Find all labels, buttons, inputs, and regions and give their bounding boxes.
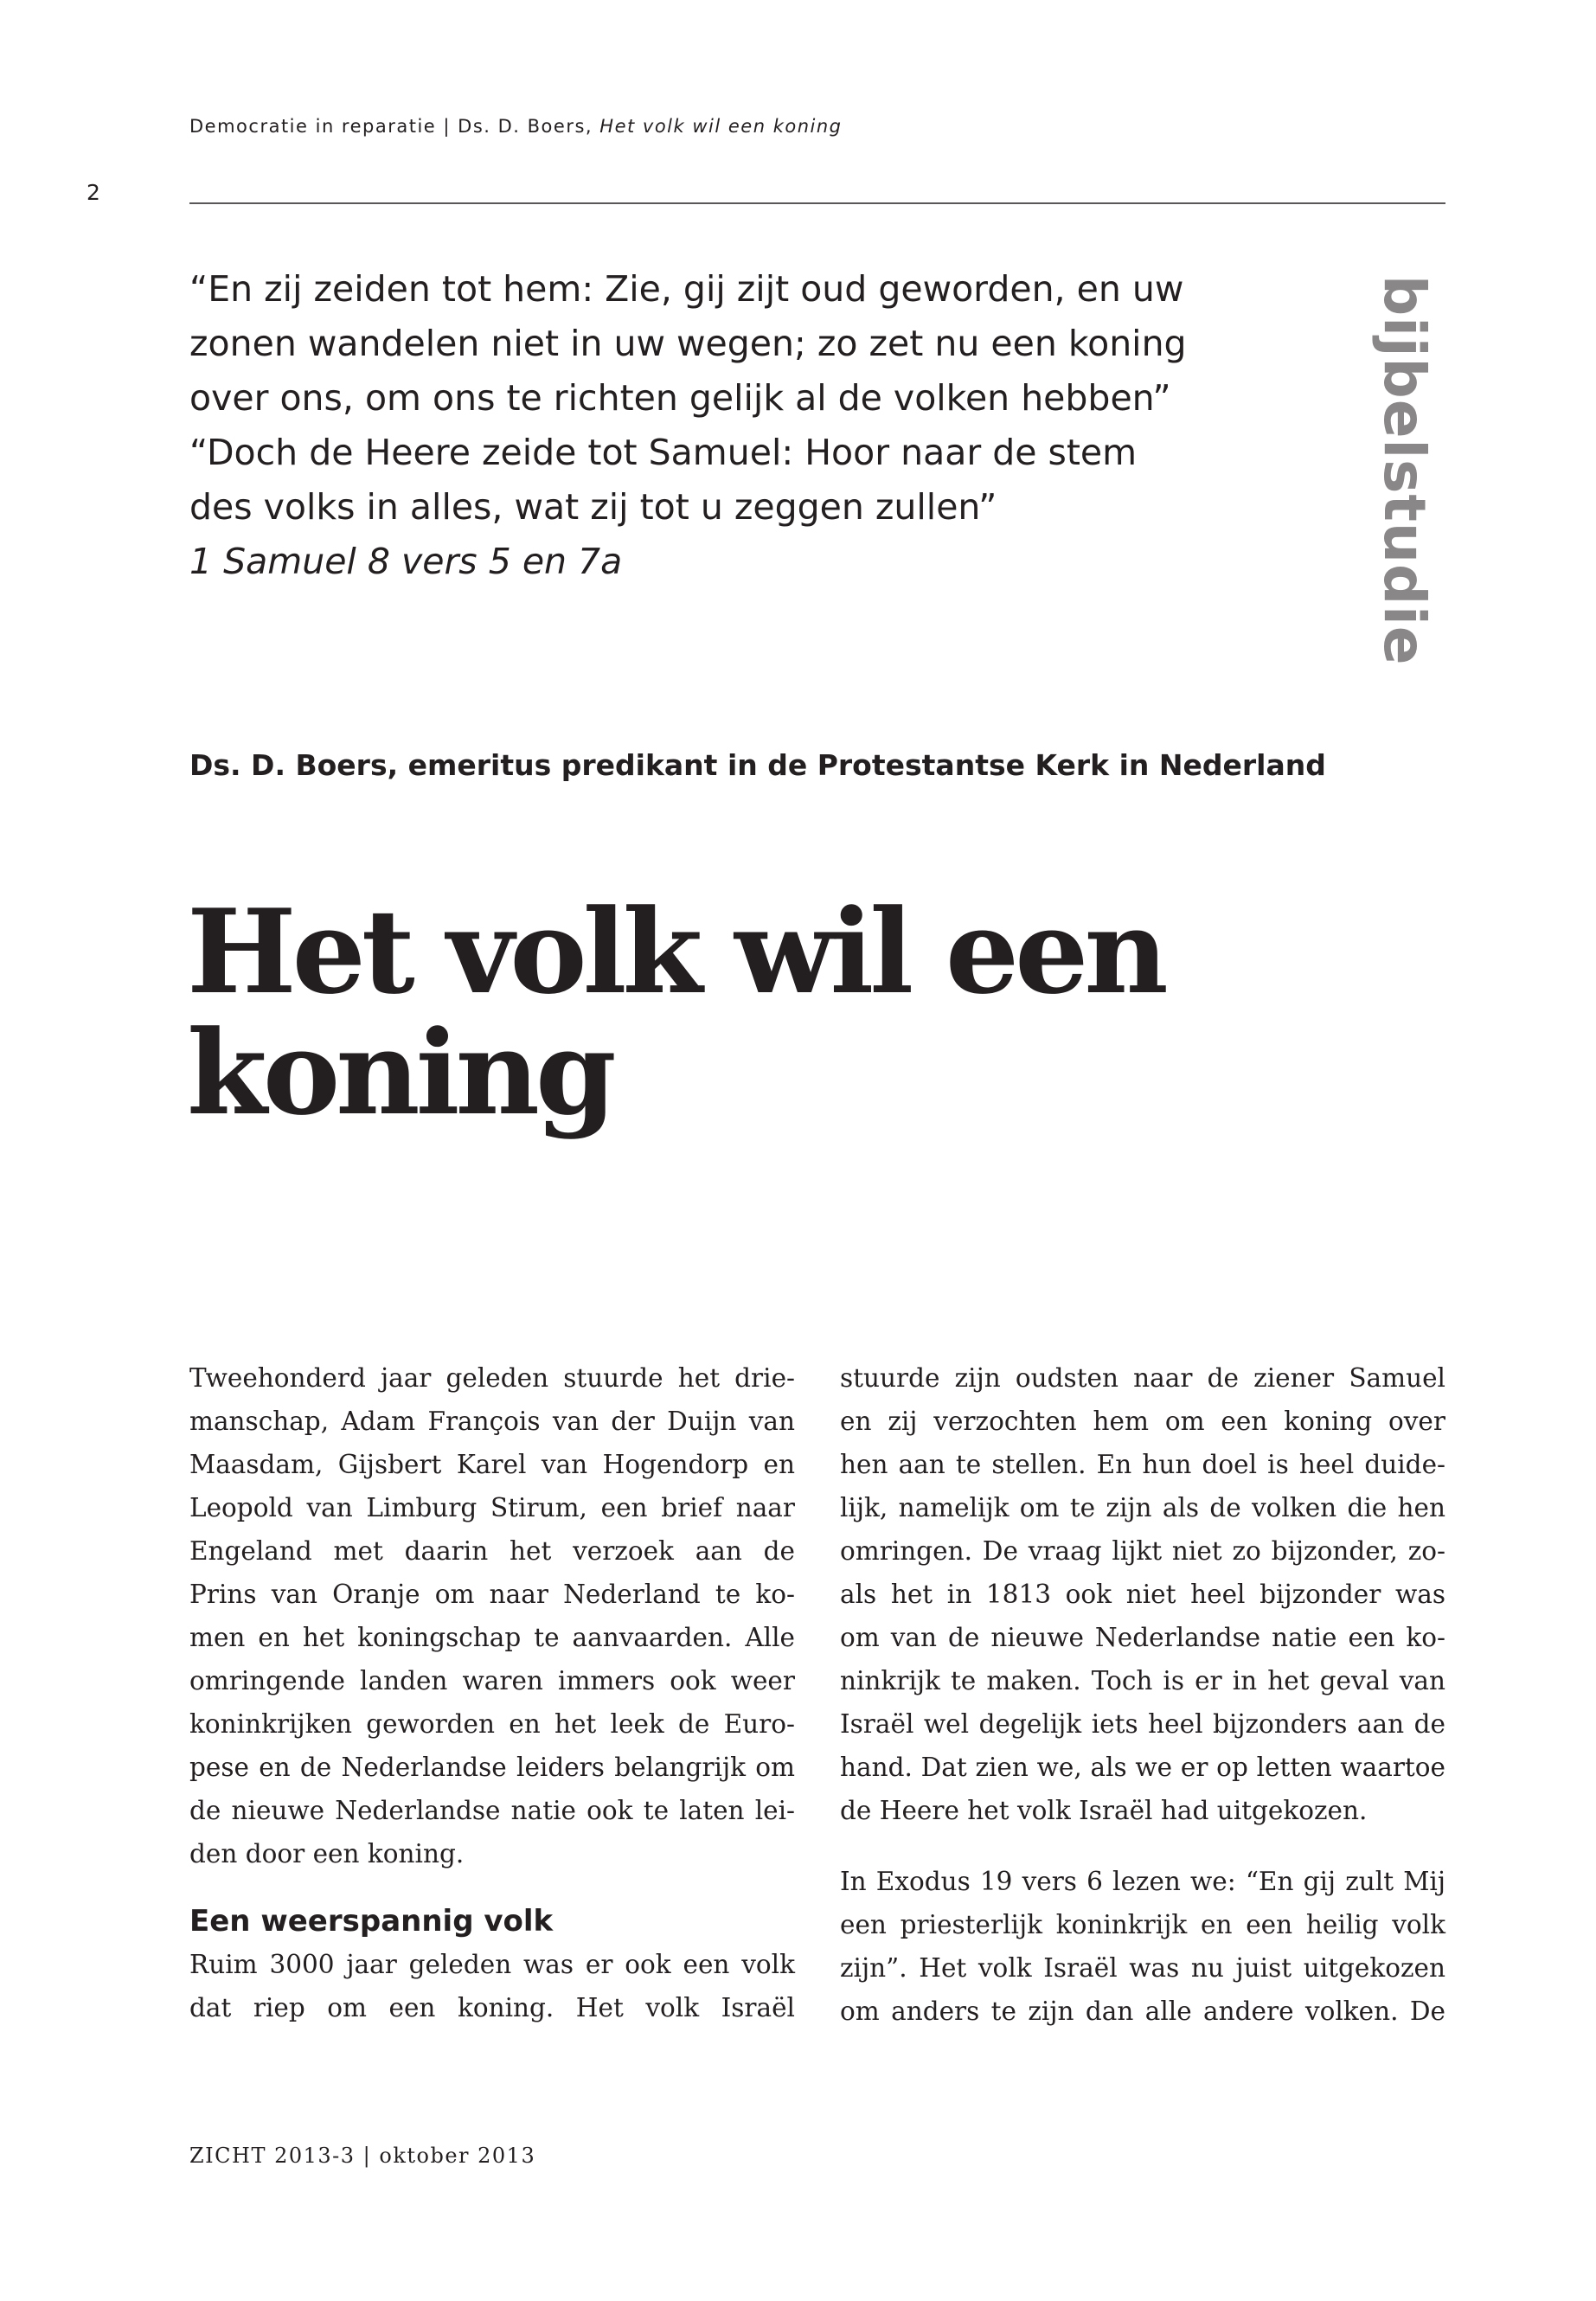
epigraph-line: des volks in alles, wat zij tot u zeggen zullen” xyxy=(189,486,997,528)
title-line: Het volk wil een xyxy=(187,883,1164,1020)
text-line: Leopold van Limburg Stirum, een brief naar xyxy=(189,1493,795,1522)
header-separator: | xyxy=(443,116,451,137)
page-number: 2 xyxy=(87,180,100,205)
text-line: als het in 1813 ook niet heel bijzonder was xyxy=(840,1580,1445,1609)
text-line: pese en de Nederlandse leiders belangrijk om xyxy=(189,1753,795,1782)
text-line: hen aan te stellen. En hun doel is heel duide- xyxy=(840,1450,1445,1479)
text-line: lijk, namelijk om te zijn als de volken die hen xyxy=(840,1493,1445,1522)
running-header xyxy=(189,116,843,137)
page-footer: ZICHT 2013-3 | oktober 2013 xyxy=(189,2144,536,2168)
text-line: manschap, Adam François van der Duijn van xyxy=(189,1407,795,1436)
author-byline: Ds. D. Boers, emeritus predikant in de Protestantse Kerk in Nederland xyxy=(189,748,1326,782)
text-line: In Exodus 19 vers 6 lezen we: “En gij zult Mij xyxy=(840,1867,1445,1896)
header-author: Ds. D. Boers, xyxy=(458,116,593,137)
text-line: Engeland met daarin het verzoek aan de xyxy=(189,1536,795,1566)
section-label: bijbelstudie xyxy=(1371,275,1438,666)
paragraph-exodus xyxy=(840,1860,1445,2033)
text-line: den door een koning. xyxy=(189,1839,465,1868)
epigraph-line: over ons, om ons te richten gelijk al de volken hebben” xyxy=(189,377,1171,419)
body-column-left xyxy=(189,1356,795,2029)
subheading: Een weerspannig volk xyxy=(189,1904,554,1939)
text-line: de nieuwe Nederlandse natie ook te laten lei- xyxy=(189,1796,795,1825)
body-column-right xyxy=(840,1356,1445,2033)
text-line: Maasdam, Gijsbert Karel van Hogendorp en xyxy=(189,1450,795,1479)
epigraph-line: “En zij zeiden tot hem: Zie, gij zijt oud geworden, en uw xyxy=(189,268,1184,310)
text-line: de Heere het volk Israël had uitgekozen. xyxy=(840,1796,1368,1825)
text-line: en zij verzochten hem om een koning over xyxy=(840,1407,1445,1436)
text-line: Tweehonderd jaar geleden stuurde het drie- xyxy=(189,1363,795,1393)
text-line: men en het koningschap te aanvaarden. Alle xyxy=(189,1623,795,1652)
text-line: Israël wel degelijk iets heel bijzonders aan de xyxy=(840,1709,1445,1739)
epigraph-quote xyxy=(189,262,1227,589)
epigraph-line: zonen wandelen niet in uw wegen; zo zet nu een koning xyxy=(189,323,1187,364)
text-line: Ruim 3000 jaar geleden was er ook een volk xyxy=(189,1950,795,1979)
running-title: Democratie in reparatie xyxy=(189,116,437,137)
paragraph-intro xyxy=(189,1356,795,1875)
paragraph-samuel xyxy=(840,1356,1445,1832)
title-line: koning xyxy=(187,1004,612,1141)
paragraph-weerspannig xyxy=(189,1943,795,2029)
article-title xyxy=(187,883,1355,1141)
header-divider xyxy=(189,202,1445,204)
text-line: Prins van Oranje om naar Nederland te ko- xyxy=(189,1580,795,1609)
text-line: ninkrijk te maken. Toch is er in het geval van xyxy=(840,1666,1445,1695)
header-article-title: Het volk wil een koning xyxy=(599,116,843,137)
text-line: stuurde zijn oudsten naar de ziener Samuel xyxy=(840,1363,1445,1393)
text-line: om van de nieuwe Nederlandse natie een ko- xyxy=(840,1623,1445,1652)
text-line: omringende landen waren immers ook weer xyxy=(189,1666,795,1695)
text-line: om anders te zijn dan alle andere volken. De xyxy=(840,1997,1445,2026)
text-line: dat riep om een koning. Het volk Israël xyxy=(189,1993,795,2022)
text-line: een priesterlijk koninkrijk en een heilig volk xyxy=(840,1910,1445,1939)
epigraph-reference: 1 Samuel 8 vers 5 en 7a xyxy=(189,541,623,582)
text-line: zijn”. Het volk Israël was nu juist uitgekozen xyxy=(840,1953,1445,1983)
text-line: hand. Dat zien we, als we er op letten waartoe xyxy=(840,1753,1445,1782)
text-line: koninkrijken geworden en het leek de Euro- xyxy=(189,1709,795,1739)
epigraph-line: “Doch de Heere zeide tot Samuel: Hoor naar de stem xyxy=(189,432,1138,473)
text-line: omringen. De vraag lijkt niet zo bijzonder, zo- xyxy=(840,1536,1445,1566)
